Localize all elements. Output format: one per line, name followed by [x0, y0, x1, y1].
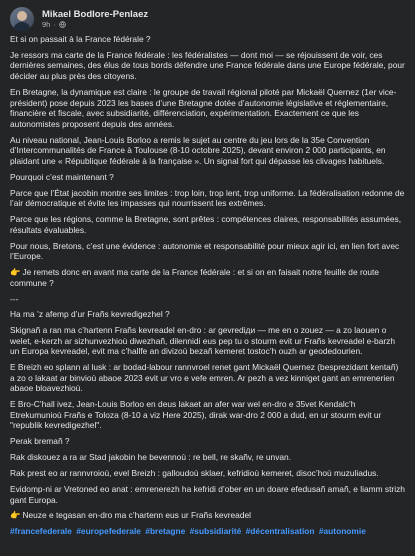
hashtag-link[interactable]: #autonomie — [318, 526, 366, 537]
post-paragraph: Pour nous, Bretons, c’est une évidence : autonomie et responsabilité pour mieux agir ici, en lien fort avec l’Europe. — [10, 240, 400, 262]
author-avatar[interactable] — [10, 7, 34, 31]
cta-text: Neuze e tegasan en-dro ma c’hartenn eus ur Frañs kevreadel — [22, 510, 252, 521]
post-body — [10, 34, 405, 537]
cta-text: Je remets donc en avant ma carte de la France fédérale : et si on en faisait notre feuille de route commune ? — [10, 267, 380, 288]
post-paragraph: Et si on passait à la France fédérale ? — [10, 34, 151, 44]
post-paragraph: E Bro-C’hall ivez, Jean-Louis Borloo en deus lakaet an afer war wel en-dro e 35vet Kendalc’h Etrekumunioù Frañs e Toloza (8-10 a viz Here 2025), dirak war-dro 2 000 a dud, en ur stourm evit ur "republik kevredigezhel". — [10, 399, 382, 431]
post-meta — [42, 10, 148, 29]
pointing-hand-icon: 👉 — [10, 510, 21, 521]
post-paragraph: Je ressors ma carte de la France fédérale : les fédéralistes — dont moi — se réjouissent de voir, ces dernières semaines, des élus de tous bords défendre une France fédérale dans une Europe fédérale, pour décider au plus près des citoyens. — [10, 49, 405, 82]
post-header — [10, 6, 405, 32]
post-paragraph: Parce que les régions, comme la Bretagne, sont prêtes : compétences claires, responsabilités assumées, résultats évaluables. — [10, 214, 402, 235]
post-time[interactable]: 9h — [42, 20, 51, 29]
hashtag-link[interactable]: #décentralisation — [245, 526, 315, 537]
call-to-action — [10, 267, 405, 288]
author-name[interactable]: Mikael Bodlore-Penlaez — [42, 8, 149, 20]
post-paragraph: Pourquoi c’est maintenant ? — [10, 171, 114, 182]
post-paragraph: Evidomp-ni ar Vretoned eo anat : emrenerezh ha kefridi d’ober en un doare efedusañ amañ, e liamm strizh gant Europa. — [10, 483, 405, 505]
hashtag-link[interactable]: #subsidiarité — [189, 526, 242, 537]
call-to-action — [10, 510, 405, 521]
hashtag-link[interactable]: #francefederale — [10, 526, 72, 537]
post-paragraph: Perak bremañ ? — [10, 436, 70, 447]
post-paragraph: Rak prest eo ar rannvroioù, evel Breizh : galloudoù sklaer, kefridioù kemeret, disoc’hoù muzuliadus. — [10, 468, 379, 479]
section-separator: --- — [10, 293, 19, 304]
post-paragraph: Ha ma ’z afemp d’ur Frañs kevredigezhel ? — [10, 309, 170, 320]
globe-icon — [59, 21, 66, 28]
separator-dot: · — [53, 20, 56, 29]
hashtag-list — [10, 526, 405, 537]
post-subline — [42, 21, 148, 29]
post-paragraph: Au niveau national, Jean-Louis Borloo a remis le sujet au centre du jeu lors de la 35e Convention d’Intercommunalités de France à Toulouse (8-10 octobre 2025), devant environ 2 000 participants, en plaidant une « République fédérale à la française ». Un signal fort qui dépasse les clivages habituels. — [10, 134, 386, 166]
post-paragraph: Parce que l’État jacobin montre ses limites : trop loin, trop lent, trop uniforme. La fédéralisation redonne de l’air démocratique et évite les impasses qui nourrissent les extrêmes. — [10, 187, 405, 209]
post-paragraph: E Breizh eo splann al lusk : ar bodad-labour rannvroel renet gant Mickaël Quernez (besprezidant kentañ) a zo o lakaat ar binvioù abaoe 2023 evit ur vro e vefe emren. Ar pezh a vez kinniget gant an emrenerien abaoe bloavezhioù. — [10, 362, 399, 394]
hashtag-link[interactable]: #europefederale — [76, 526, 141, 537]
pointing-hand-icon: 👉 — [10, 267, 21, 278]
hashtag-link[interactable]: #bretagne — [145, 526, 186, 537]
post-paragraph: Rak diskouez a ra ar Stad jakobin he bevennoù : re bell, re skañv, re unvan. — [10, 452, 292, 463]
post-paragraph: En Bretagne, la dynamique est claire : le groupe de travail régional piloté par Mickaël Quernez (1er vice-président) pose depuis 2023 les bases d’une Bretagne dotée d’autonomie législative et réglementaire, financière et fiscale, avec subsidiarité, différenciation, expérimentation. Exactement ce que les autonomistes proposent depuis des années. — [10, 86, 397, 129]
post-paragraph: Skignañ a ran ma c’hartenn Frañs kevreadel en-dro : ar gevrediди — me en o zouez — a zo laouen o welet, e-kerzh ar sizhunvezhioù diwezhañ, dilennidi eus pep tu o stourm evit ur Frañs kevreadel e-barzh un Europa kevreadel, evit ma c’hallfe an divizoù bezañ kemeret tostoc’h ouzh ar geodedourien. — [10, 325, 395, 357]
